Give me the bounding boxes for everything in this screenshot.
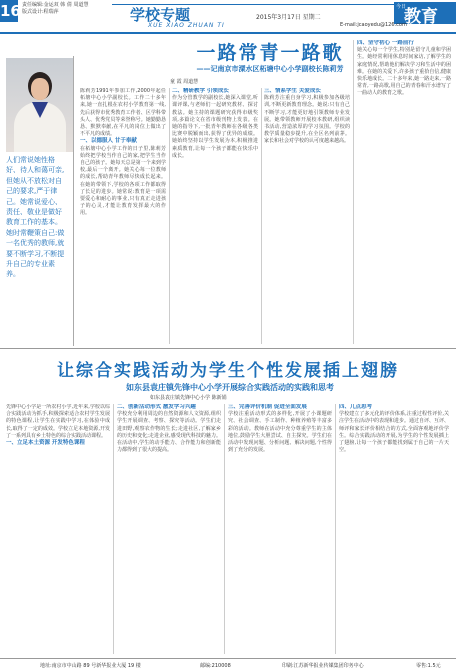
paragraph: 作为分管教学的副校长,她深入课堂,听课评课,与老师们一起研究教材、探讨教法。她主持的课题研究获得市级奖项,多篇论文在省市级刊物上发表。在她的指导下,一批青年教师在各级各类比赛中脱颖而出,获得了优异的成绩。她始终坚持以学生发展为本,积极推进素质教育,让每一个孩子都能在快乐中成长。	[172, 95, 258, 159]
subsection-heading: 二、创新活动形式 激发学习兴趣	[117, 404, 196, 410]
pull-quote: 人们常说她性格好、待人和蔼可亲,但她从不放松对自己的要求,严于律己。她常说爱心、责任、敬业是做好教育工作的基本。她时常鞭策自己:做一名优秀的教师,就要不断学习,不断提升自己的专业素养。	[6, 156, 65, 279]
bottom-column-2	[117, 404, 221, 654]
subsection-heading: 三、完善评价机制 促进全面发展	[228, 404, 307, 410]
paragraph: 学校充分利用周边的自然资源和人文资源,组织学生开展调查、考察、探究等活动。学生们走进田野,观察农作物的生长;走进社区,了解家乡的历史和变化;走进企业,感受现代科技的魅力。在活动中,学生的动手能力、合作能力和创新能力都得到了很大的提高。	[117, 411, 221, 454]
bottom-column-1	[6, 404, 110, 654]
logo-text: 教育	[404, 7, 438, 27]
subsection-heading: 一、以德服人 甘于奉献	[80, 138, 137, 145]
logo-small-text: 今日	[396, 4, 407, 10]
column-divider	[169, 88, 170, 344]
top-subhead: ——记南京市溧水区柘塘中心小学副校长陈莉芳	[196, 65, 344, 73]
top-byline: 童 霞 周道慧	[170, 79, 199, 85]
footer-price: 零售:1.5元	[416, 663, 441, 669]
page-footer	[0, 658, 456, 671]
editor-line: 责任编辑:金运双 韩 倩 周道慧	[22, 2, 89, 8]
bottom-subhead: 如东县袁庄镇先锋中心小学开展综合实践活动的实践和思考	[126, 383, 334, 392]
column-divider	[335, 404, 336, 654]
article-separator	[0, 348, 456, 349]
column-divider	[113, 404, 114, 654]
subsection-heading: 二、精研教学 引领成长	[172, 88, 229, 94]
portrait-photo	[6, 58, 74, 152]
section-title: 学校专题	[130, 6, 191, 24]
paragraph: 在柘塘中心小学工作的日子里,陈莉芳始终把学校当作自己的家,把学生当作自己的孩子。她每天总是第一个来到学校,最后一个离开。她关心每一位教师的成长,帮助青年教师尽快成长起来。在她的带领下,学校的各项工作都取得了长足的进步。她常说:教育是一项需要爱心和耐心的事业,只有真正走进孩子的心灵,才能让教育发挥最大的作用。	[80, 145, 166, 217]
paragraph: 陈莉芳1991年参加工作,2000年起任柘塘中心小学副校长。工作二十多年来,她一直扎根在农村小学教育第一线,先后获得市优秀教育工作者、区学科带头人、优秀党员等荣誉称号。她勤勤恳恳、默默奉献,在平凡的岗位上做出了不平凡的成绩。	[80, 88, 166, 138]
column-divider	[353, 40, 354, 344]
bottom-column-3	[228, 404, 332, 654]
bottom-headline: 让综合实践活动为学生个性发展插上翅膀	[57, 361, 399, 381]
column-divider	[73, 56, 74, 346]
footer-postcode: 邮编:210008	[200, 663, 231, 669]
column-divider	[224, 404, 225, 654]
top-column-2	[172, 88, 258, 344]
top-column-3	[264, 88, 350, 344]
footer-printer: 印刷:江苏新华报业传媒集团印务中心	[282, 663, 364, 669]
column-divider	[261, 88, 262, 344]
paragraph: 学校注重活动形式的多样化,开展了小课题研究、社会调查、手工制作、种植养殖等丰富多彩的活动。教师在活动中充分尊重学生的主体地位,鼓励学生大胆尝试、自主探究。学生们在活动中发现问题、分析问题、解决问题,个性得到了充分的发展。	[228, 411, 332, 454]
footer-address: 地址:南京市中山路 89 号新华报业大厦 19 楼	[40, 663, 141, 669]
section-pinyin: XUE XIAO ZHUAN TI	[148, 22, 225, 29]
subsection-heading: 三、情系学生 关爱成长	[264, 88, 321, 94]
paragraph: 她关心每一个学生,特别是留守儿童和学困生。她经常利用休息时间家访,了解学生的家庭情况,帮助他们解决学习和生活中的困难。在她的关爱下,许多孩子重拾自信,健康快乐地成长。二十多年来,她一路走来,一路常青,一路高歌,用自己的青春和汗水谱写了一曲动人的教育之歌。	[357, 47, 451, 97]
paragraph: 先锋中心小学是一所农村小学,近年来,学校以综合实践活动为抓手,积极探索适合农村学生发展的特色课程,让学生在实践中学习,在体验中成长,取得了一定的成效。学校立足本地资源,开发了一系列具有乡土特色的综合实践活动课程。	[6, 404, 110, 439]
top-headline: 一路常青一路歌	[196, 42, 344, 64]
issue-date: 2015年3月17日 星期二	[256, 14, 321, 21]
header-rule	[0, 32, 456, 34]
top-column-1	[80, 88, 166, 344]
contact-email: E-mail:jcaoyedu@126.com	[340, 22, 407, 28]
subsection-heading: 四、几点思考	[339, 404, 373, 410]
paragraph: 学校建立了多元化的评价体系,注重过程性评价,关注学生在活动中的表现和进步。通过自评、互评、师评和家长评价相结合的方式,全面客观地评价学生。综合实践活动的开展,为学生的个性发展插上了翅膀,让每一个孩子都能找到属于自己的一片天空。	[339, 411, 449, 454]
designer-line: 版式设计:程瑞萍	[22, 9, 59, 15]
subsection-heading: 一、立足本土资源 开发特色课程	[6, 440, 85, 447]
editor-credits	[22, 2, 88, 16]
paragraph: 陈莉芳注重自身学习,积极参加各级培训,不断更新教育理念。她说:只有自己不断学习,才能更好地引领教师专业发展。她带领教师开展校本教研,组织读书活动,营造浓厚的学习氛围。学校的教学质量稳步提升,在全区名列前茅。家长和社会对学校的认可度越来越高。	[264, 95, 350, 145]
page-number: 16	[0, 2, 21, 20]
bottom-column-4	[339, 404, 449, 654]
bottom-byline: 如东县袁庄镇先锋中心小学 陈新娟	[150, 395, 227, 401]
subsection-heading: 四、坚守初心 一路前行	[357, 40, 414, 46]
top-column-4	[357, 40, 451, 344]
